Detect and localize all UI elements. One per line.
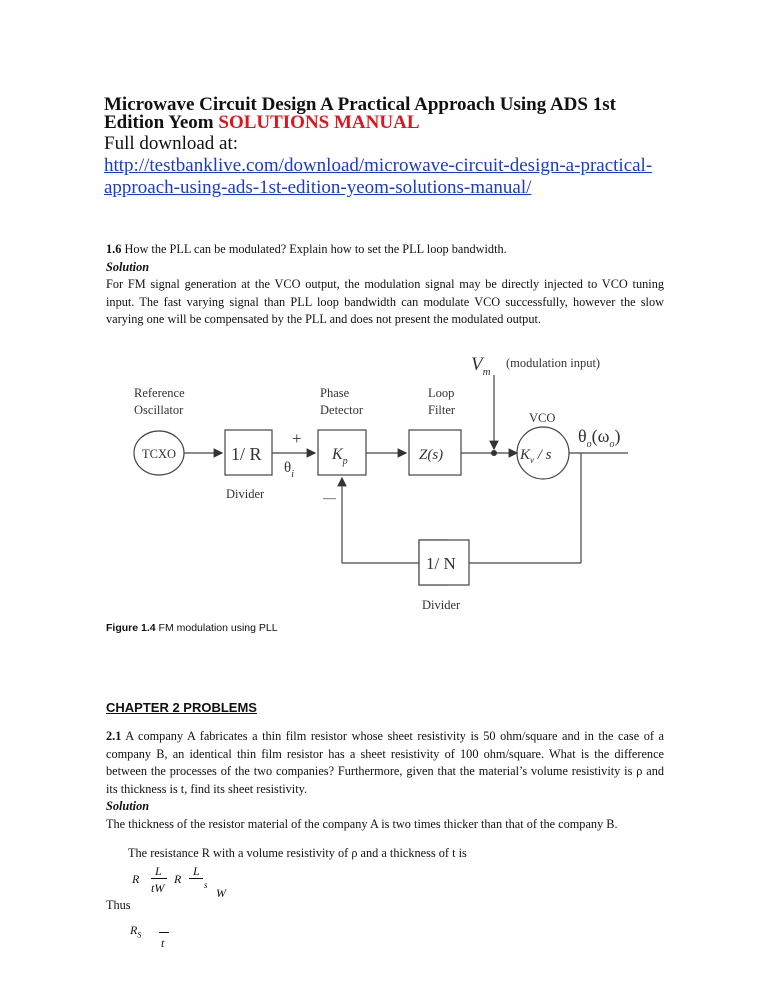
phase-line1: Phase: [320, 386, 350, 400]
link-line-1[interactable]: http://testbanklive.com/download/microwave-circuit-design-a-practical-: [104, 155, 653, 176]
answer-text: The thickness of the resistor material of the company A is two times thicker than that of the company B.: [106, 816, 618, 831]
loop-line1: Loop: [428, 386, 455, 400]
link-line-2[interactable]: approach-using-ads-1st-edition-yeom-solutions-manual/: [104, 177, 532, 198]
eq-l2: L: [193, 864, 200, 878]
question-number: 2.1: [106, 729, 122, 743]
eq-fraction-bar-3: [159, 932, 169, 933]
answer-text: For FM signal generation at the VCO output, the modulation signal may be directly injected to VCO tuning input. The fast varying signal than PLL loop bandwidth can modulate VCO successfully, however the slow varying one will be compensated by the PLL and does not present the modulated output.: [106, 277, 664, 326]
solution-label: Solution: [106, 259, 150, 274]
question-text: A company A fabricates a thin film resistor whose sheet resistivity is 50 ohm/square and in the case of a company B, an identical thin film resistor has a sheet resistivity of 100 ohm/square. What is the difference between the processes of the two companies? Furthermore, given that the material’s volume resistivity is ρ and its thickness is t, find its sheet resistivity.: [106, 729, 664, 796]
eq-tw: tW: [151, 881, 165, 895]
eq-r: R: [132, 872, 140, 886]
ref-osc-line2: Oscillator: [134, 403, 184, 417]
kp-label: $K_p$: [332, 446, 348, 467]
phase-line2: Detector: [320, 403, 364, 417]
minus-sign: —: [323, 490, 336, 505]
divider-r-label: 1/ R: [231, 444, 262, 464]
question-1-6: [106, 241, 664, 329]
tcxo-label: TCXO: [142, 447, 177, 461]
divider-n-label: 1/ N: [426, 554, 456, 573]
eq-w: W: [216, 886, 226, 900]
vm-label: $V_m$: [471, 354, 491, 378]
eq-r2: R: [174, 872, 182, 886]
vco-label: VCO: [529, 411, 556, 425]
download-label: Full download at:: [104, 133, 239, 154]
ref-osc-line1: Reference: [134, 386, 185, 400]
eq-t: t: [161, 936, 165, 950]
question-number: 1.6: [106, 242, 122, 256]
eq-fraction-bar: [151, 878, 167, 879]
divider-r-caption: Divider: [226, 487, 265, 501]
vm-desc: (modulation input): [506, 356, 601, 370]
eq-l: L: [155, 864, 162, 878]
kv-label: $K_v$ / s: [520, 447, 552, 465]
chapter-heading: CHAPTER 2 PROBLEMS: [106, 700, 257, 715]
figure-caption: [106, 622, 278, 634]
solution-label: Solution: [106, 799, 150, 813]
divider-n-caption: Divider: [422, 598, 461, 612]
question-text: How the PLL can be modulated? Explain how to set the PLL loop bandwidth.: [121, 242, 507, 256]
eq-fraction-bar-2: [189, 878, 203, 879]
caption-text: FM modulation using PLL: [155, 622, 278, 634]
eq-s: s: [204, 880, 208, 890]
pll-block-diagram: [106, 345, 666, 620]
summing-node: [491, 450, 497, 456]
loop-line2: Filter: [428, 403, 456, 417]
thus-label: Thus: [106, 898, 131, 912]
caption-number: Figure 1.4: [106, 622, 156, 634]
title-highlight: SOLUTIONS MANUAL: [218, 112, 420, 133]
zs-label: Z(s): [419, 447, 444, 463]
title-edition: Edition Yeom: [104, 112, 219, 133]
title-main: Microwave Circuit Design A Practical Approach Using ADS 1st: [104, 94, 616, 115]
theta-i-label: $\theta_i$: [284, 460, 294, 480]
plus-sign: +: [292, 429, 302, 448]
theta-o-label: $\theta_o(\omega_o)$: [578, 426, 621, 450]
download-link[interactable]: [104, 155, 704, 199]
question-2-1: [106, 728, 664, 833]
resistance-line: The resistance R with a volume resistivity of ρ and a thickness of t is: [128, 846, 467, 860]
document-title: [104, 96, 704, 132]
eq-rs: $R_S$: [130, 923, 142, 940]
